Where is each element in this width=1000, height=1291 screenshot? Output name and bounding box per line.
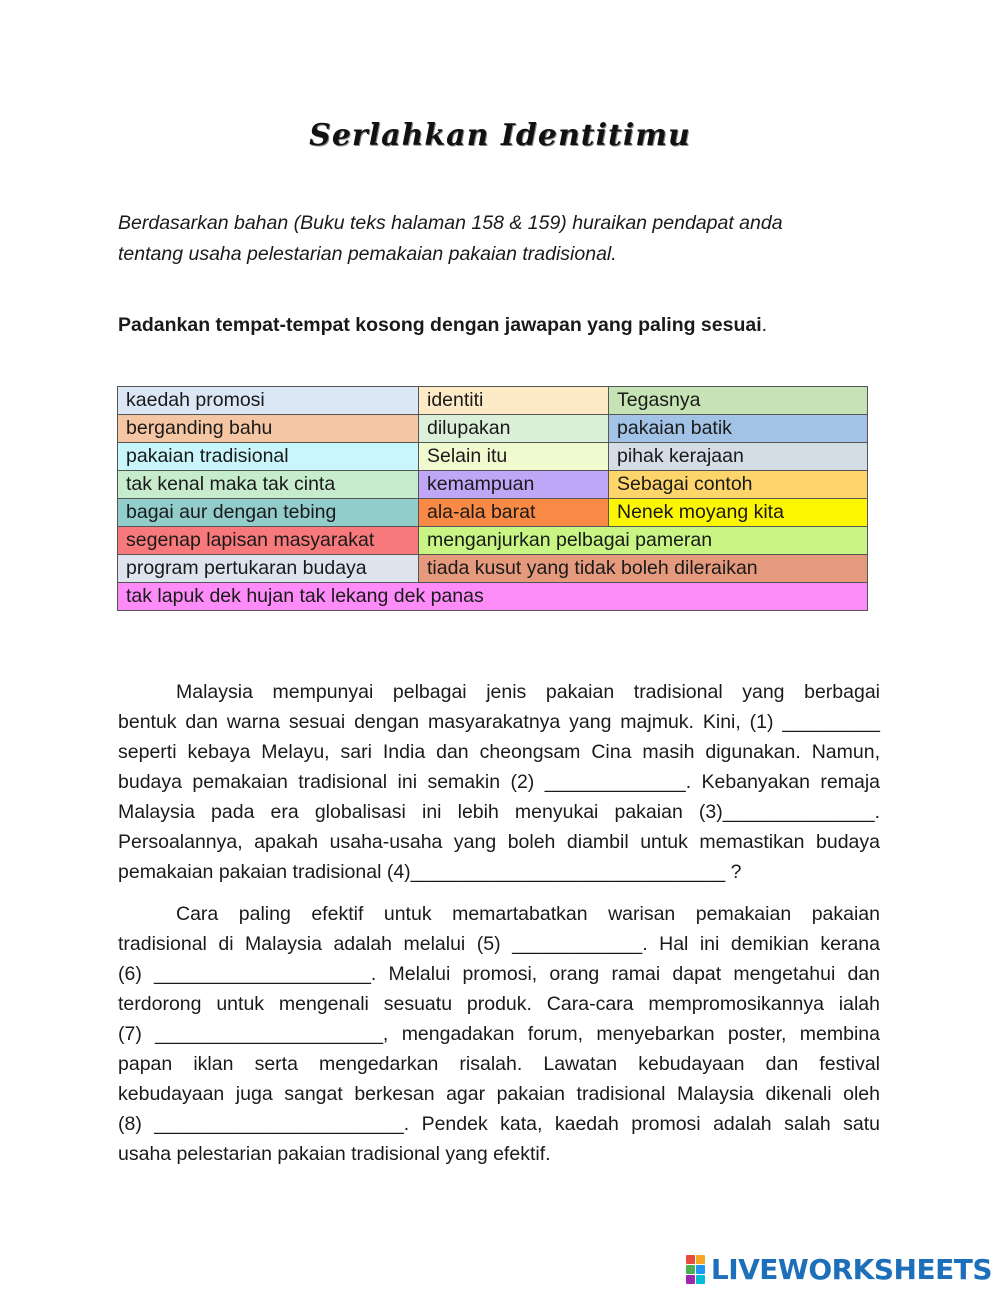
paragraph-line: pemakaian pakaian tradisional (4)_____________________________ ?	[118, 861, 742, 883]
liveworksheets-brand[interactable]	[686, 1252, 992, 1286]
answer-option[interactable]: tak kenal maka tak cinta	[118, 471, 419, 499]
paragraph-line: Malaysia pada era globalisasi ini lebih menyukai pakaian (3)______________.	[118, 801, 880, 823]
paragraph-line: tradisional di Malaysia adalah melalui (5) ____________. Hal ini demikian kerana	[118, 933, 880, 955]
answer-option[interactable]: Selain itu	[419, 443, 609, 471]
paragraph-line: (6) ____________________. Melalui promosi, orang ramai dapat mengetahui dan	[118, 963, 880, 985]
answer-option[interactable]: pihak kerajaan	[609, 443, 868, 471]
answer-option[interactable]: identiti	[419, 387, 609, 415]
paragraph-line: Persoalannya, apakah usaha-usaha yang boleh diambil untuk memastikan budaya	[118, 831, 880, 853]
answer-option[interactable]: menganjurkan pelbagai pameran	[419, 527, 868, 555]
answer-option[interactable]: dilupakan	[419, 415, 609, 443]
answer-option[interactable]: Tegasnya	[609, 387, 868, 415]
answer-option[interactable]: kaedah promosi	[118, 387, 419, 415]
answer-option[interactable]: segenap lapisan masyarakat	[118, 527, 419, 555]
answer-option[interactable]: pakaian tradisional	[118, 443, 419, 471]
answer-option[interactable]: program pertukaran budaya	[118, 555, 419, 583]
paragraph-line: kebudayaan juga sangat berkesan agar pakaian tradisional Malaysia dikenali oleh	[118, 1083, 880, 1105]
intro-text	[118, 208, 888, 270]
liveworksheets-logo-icon	[686, 1255, 705, 1284]
paragraph-line: bentuk dan warna sesuai dengan masyarakatnya yang majmuk. Kini, (1) _________	[118, 711, 880, 733]
paragraph-line: Malaysia mempunyai pelbagai jenis pakaian tradisional yang berbagai	[176, 681, 880, 703]
brand-name: LIVEWORKSHEETS	[710, 1252, 992, 1286]
paragraph-line: (8) _______________________. Pendek kata, kaedah promosi adalah salah satu	[118, 1113, 880, 1135]
paragraph-line: papan iklan serta mengedarkan risalah. Lawatan kebudayaan dan festival	[118, 1053, 880, 1075]
answer-option[interactable]: tak lapuk dek hujan tak lekang dek panas	[118, 583, 868, 611]
paragraph-line: budaya pemakaian tradisional ini semakin (2) _____________. Kebanyakan remaja	[118, 771, 880, 793]
answer-option[interactable]: Sebagai contoh	[609, 471, 868, 499]
paragraph-line: (7) _____________________, mengadakan forum, menyebarkan poster, membina	[118, 1023, 880, 1045]
answer-option[interactable]: ala-ala barat	[419, 499, 609, 527]
paragraph-2	[118, 899, 880, 1169]
answer-option[interactable]: tiada kusut yang tidak boleh dileraikan	[419, 555, 868, 583]
answer-option[interactable]: Nenek moyang kita	[609, 499, 868, 527]
intro-line: tentang usaha pelestarian pemakaian pakaian tradisional.	[118, 243, 617, 265]
paragraph-line: seperti kebaya Melayu, sari India dan cheongsam Cina masih digunakan. Namun,	[118, 741, 880, 763]
instruction-text: Padankan tempat-tempat kosong dengan jawapan yang paling sesuai	[118, 314, 762, 336]
answer-option[interactable]: bagai aur dengan tebing	[118, 499, 419, 527]
paragraph-line: usaha pelestarian pakaian tradisional yang efektif.	[118, 1143, 551, 1165]
answer-option[interactable]: berganding bahu	[118, 415, 419, 443]
answer-option[interactable]: kemampuan	[419, 471, 609, 499]
paragraph-line: Cara paling efektif untuk memartabatkan warisan pemakaian pakaian	[176, 903, 880, 925]
instruction-end: .	[761, 314, 768, 336]
intro-line: Berdasarkan bahan (Buku teks halaman 158 & 159) huraikan pendapat anda	[118, 212, 783, 234]
paragraph-1	[118, 677, 880, 887]
answer-bank	[117, 386, 868, 611]
page-title: Serlahkan Identitimu	[309, 118, 691, 153]
answer-option[interactable]: pakaian batik	[609, 415, 868, 443]
paragraph-line: terdorong untuk mengenali sesuatu produk. Cara-cara mempromosikannya ialah	[118, 993, 880, 1015]
instruction	[118, 314, 767, 337]
